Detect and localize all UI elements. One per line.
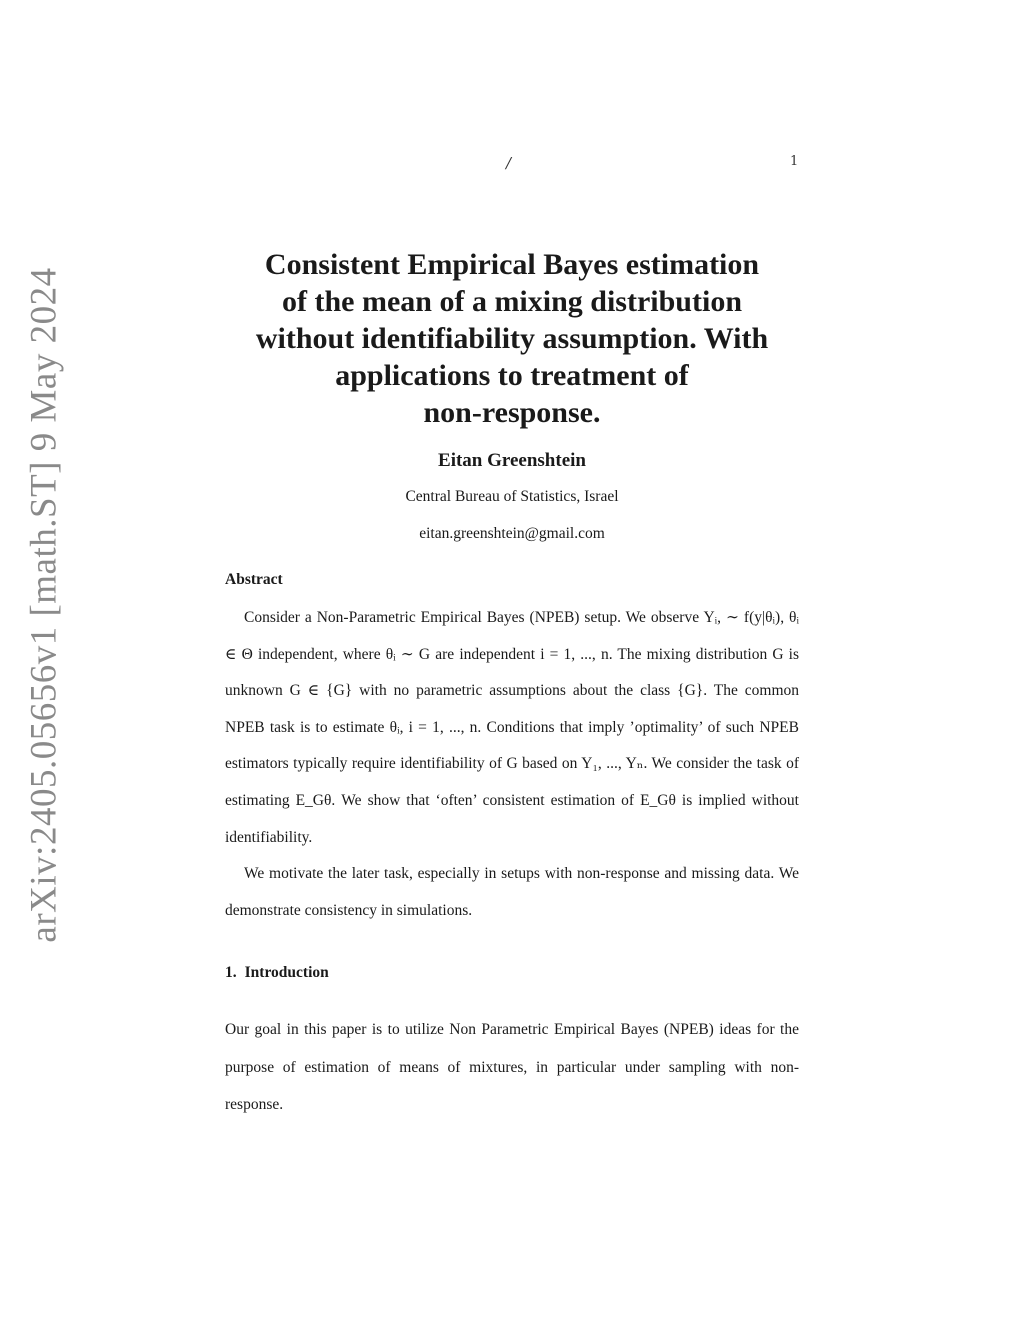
page-number: 1 — [790, 154, 799, 169]
abstract-body — [225, 600, 799, 929]
title-line: of the mean of a mixing distribution — [281, 285, 743, 318]
title-line: non-response. — [423, 396, 601, 429]
arxiv-identifier-stamp: arXiv:2405.05656v1 [math.ST] 9 May 2024 — [23, 267, 65, 943]
section-heading-introduction — [225, 964, 329, 982]
running-head: / — [506, 154, 512, 172]
abstract-paragraph: We motivate the later task, especially in setups with non-response and missing data. We demonstrate consistency in simulations. — [225, 865, 799, 919]
title-line: Consistent Empirical Bayes estimation — [264, 248, 760, 281]
author-affiliation: Central Bureau of Statistics, Israel — [405, 488, 619, 505]
author-email: eitan.greenshtein@gmail.com — [419, 525, 605, 542]
title-line: without identifiability assumption. With — [255, 322, 769, 355]
abstract-heading: Abstract — [225, 571, 283, 588]
introduction-paragraph: Our goal in this paper is to utilize Non Parametric Empirical Bayes (NPEB) ideas for the purpose of estimation of means of mixtures, in particular under sampling with non-response. — [225, 1021, 799, 1113]
section-number: 1. — [225, 964, 237, 981]
author-name: Eitan Greenshtein — [438, 450, 586, 471]
section-title: Introduction — [244, 964, 329, 981]
abstract-paragraph: Consider a Non-Parametric Empirical Bayes (NPEB) setup. We observe Yᵢ, ∼ f(y|θᵢ), θᵢ ∈ Θ independent, where θᵢ ∼ G are independent i = 1, ..., n. The mixing distribution G is unknown G ∈ {G} with no parametric assumptions about the class {G}. The common NPEB task is to estimate θᵢ, i = 1, ..., n. Conditions that imply ’optimality’ of such NPEB estimators typically require identifiability of G based on Y₁, ..., Yₙ. We consider the task of estimating E_Gθ. We show that ‘often’ consistent estimation of E_Gθ is implied without identifiability. — [225, 609, 799, 846]
introduction-body — [225, 1011, 799, 1124]
title-line: applications to treatment of — [335, 359, 689, 392]
paper-title — [200, 246, 824, 431]
